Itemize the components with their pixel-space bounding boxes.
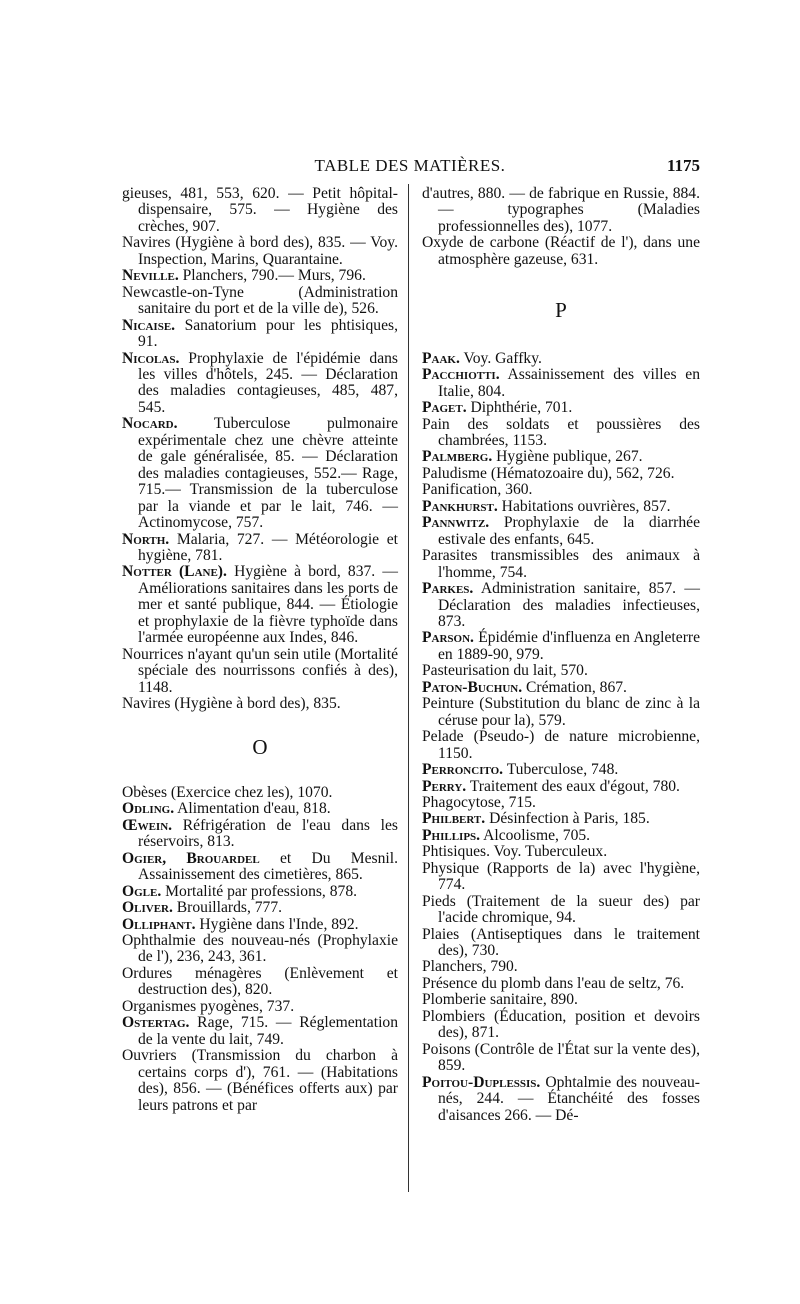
entry-text: Présence du plomb dans l'eau de seltz, 76. [422,974,685,992]
index-entry [122,999,398,1015]
entry-text: Désinfection à Paris, 185. [485,810,650,828]
section-letter-o: O [252,734,268,759]
entry-text: Phagocytose, 715. [422,793,536,811]
index-entry [122,351,398,417]
entry-text: Épidémie d'influenza en Angleterre en 1889-90, 979. [438,629,700,663]
index-entry [122,235,398,268]
entry-author: Parkes. [422,580,474,598]
entry-author: Perroncito. [422,761,504,779]
index-entry [122,318,398,351]
entry-text: Plaies (Antiseptiques dans le traitement des), 730. [422,925,700,960]
entry-text: Paludisme (Hématozoaire du), 562, 726. [422,464,675,482]
index-entry [422,1075,700,1124]
entry-text: Crémation, 867. [522,678,627,696]
entry-list [422,351,700,1124]
entry-text: Oxyde de carbone (Réactif de l'), dans une atmosphère gazeuse, 631. [422,234,700,268]
entry-author: Paget. [422,399,467,417]
entry-text: Organismes pyogènes, 737. [122,997,295,1015]
index-entry [122,186,398,235]
index-entry [122,647,398,696]
index-entry [422,663,700,679]
entry-text: Planchers, 790.— Murs, 796. [178,267,366,285]
entry-text: Ordures ménagères (Enlèvement et destruction des), 820. [122,964,398,999]
page-number: 1175 [666,156,700,175]
page-header [120,156,700,180]
index-entry [422,630,700,663]
index-entry [422,235,700,268]
entry-text: d'autres, 880. — de fabrique en Russie, 884. — typographes (Maladies professionnelles des), 1077. [422,185,700,235]
index-entry [422,186,700,235]
entry-text: Nourrices n'ayant qu'un sein utile (Mortalité spéciale des nourrissons confiés à des), 1148. [122,645,398,696]
entry-text: Malaria, 727. — Météorologie et hygiène, 781. [138,530,398,564]
section-letter-p: P [555,298,567,323]
index-entry [422,466,700,482]
entry-text: Assainissement des villes en Italie, 804. [438,366,700,400]
index-entry [422,417,700,450]
entry-text: Plomberie sanitaire, 890. [422,991,578,1009]
entry-text: Newcastle-on-Tyne (Administration sanitaire du port et de la ville de), 526. [122,283,398,318]
entry-text: Prophylaxie de l'épidémie dans les villes d'hôtels, 245. — Déclaration des maladies contagieuses, 485, 487, 545. [138,349,398,416]
entry-author: Phillips. [422,826,481,844]
entry-text: Pelade (Pseudo-) de nature microbienne, 1150. [422,728,700,762]
index-entry [422,680,700,696]
index-entry [122,785,398,801]
entry-text: Réfrigération de l'eau dans les réservoirs, 813. [138,816,398,851]
index-entry [122,268,398,284]
entry-text: Poisons (Contrôle de l'État sur la vente des), 859. [422,1040,700,1075]
index-entry [422,959,700,975]
entry-text: Sanatorium pour les phtisiques, 91. [138,316,398,351]
entry-author: Pannwitz. [422,514,490,532]
index-entry [122,818,398,851]
left-column [122,186,398,1114]
index-entry [422,400,700,416]
entry-author: Nicaise. [122,316,176,334]
entry-author: Poitou-Duplessis. [422,1073,541,1091]
entry-author: Parson. [422,629,474,647]
entry-author: Œwein. [122,816,173,834]
index-entry [422,762,700,778]
index-entry [422,861,700,894]
entry-text: Tuberculose pulmonaire expérimentale chez une chèvre atteinte de gale généralisée, 85. — Déclaration des maladies contagieuses, 552.— Rage, 715.— Transmission de la tuberculose par la viande et par le lait, 746. — Actinomycose, 757. [138,415,398,532]
index-entry [122,696,398,712]
index-entry [122,564,398,646]
entry-text: et Du Mesnil. Assainissement des cimetières, 865. [138,849,398,884]
index-entry [122,1048,398,1114]
index-entry [122,966,398,999]
index-entry [122,900,398,916]
entry-author: Perry. [422,777,467,795]
entry-author: Oliver. [122,899,173,917]
entry-text: gieuses, 481, 553, 620. — Petit hôpital-dispensaire, 575. — Hygiène des crèches, 907. [122,185,398,235]
entry-text: Peinture (Substitution du blanc de zinc à la céruse pour la), 579. [422,695,700,729]
entry-author: Ostertag. [122,1014,190,1032]
index-entry [122,801,398,817]
entry-author: Philbert. [422,810,486,828]
page-title: TABLE DES MATIÈRES. [314,156,506,175]
entry-text: Phtisiques. Voy. Tuberculeux. [422,843,608,861]
entry-author: Nicolas. [122,349,180,367]
index-entry [422,482,700,498]
entry-text: Planchers, 790. [422,958,518,976]
entry-text: Plombiers (Éducation, position et devoirs des), 871. [422,1007,700,1042]
entry-text: Panification, 360. [422,481,533,499]
entry-text: Parasites transmissibles des animaux à l'homme, 754. [422,547,700,581]
index-entry [122,532,398,565]
entry-text: Mortalité par professions, 878. [161,882,358,900]
entry-text: Diphthérie, 701. [466,399,573,417]
entry-text: Administration sanitaire, 857. — Déclaration des maladies infectieuses, 873. [438,580,700,630]
entry-author: Pankhurst. [422,497,498,515]
entry-author: Odling. [122,800,175,818]
entry-text: Pain des soldats et poussières des chambrées, 1153. [422,415,700,449]
entry-author: Olliphant. [122,915,196,933]
entry-text: Hygiène à bord, 837. — Améliorations sanitaires dans les ports de mer et santé publique, 844. — Étiologie et prophylaxie de la fièvre typhoïde dans l'armée européenne aux Indes, 846. [138,563,398,647]
entry-text: Obèses (Exercice chez les), 1070. [122,783,333,801]
index-entry [122,1015,398,1048]
index-entry [422,449,700,465]
entry-text: Pieds (Traitement de la sueur des) par l'acide chromique, 94. [422,892,700,927]
entry-author: Nocard. [122,415,178,433]
index-entry [422,927,700,960]
entry-text: Pasteurisation du lait, 570. [422,662,588,680]
entry-author: Ogle. [122,882,162,900]
entry-author: Palmberg. [422,448,493,466]
entry-text: Voy. Gaffky. [459,349,542,367]
entry-author: Pacchiotti. [422,366,500,384]
entry-author: Neville. [122,267,179,285]
index-entry [422,828,700,844]
index-entry [122,851,398,884]
index-entry [422,548,700,581]
entry-author: North. [122,530,170,548]
index-entry [422,1042,700,1075]
index-entry [422,779,700,795]
entry-text: Ophtalmie des nouveau-nés, 244. — Étanchéité des fosses d'aisances 266. — Dé- [438,1073,700,1124]
index-entry [422,976,700,992]
entry-list [422,186,700,268]
index-entry [422,795,700,811]
entry-text: Brouillards, 777. [172,899,283,917]
index-entry [122,917,398,933]
entry-text: Navires (Hygiène à bord des), 835. [122,695,341,713]
index-entry [122,933,398,966]
index-entry [422,499,700,515]
index-entry [422,581,700,630]
index-entry [422,367,700,400]
index-entry [422,351,700,367]
index-entry [122,884,398,900]
entry-text: Hygiène dans l'Inde, 892. [195,915,359,933]
index-entry [122,416,398,531]
entry-author: Paak. [422,349,460,367]
entry-author: Paton-Buchun. [422,678,523,696]
entry-text: Navires (Hygiène à bord des), 835. — Voy. Inspection, Marins, Quarantaine. [122,234,398,268]
column-divider [408,184,409,1192]
entry-text: Rage, 715. — Réglementation de la vente du lait, 749. [138,1014,398,1048]
entry-text: Prophylaxie de la diarrhée estivale des enfants, 645. [438,514,700,548]
entry-text: Alcoolisme, 705. [480,826,591,844]
entry-text: Physique (Rapports de la) avec l'hygiène, 774. [422,859,700,894]
index-entry [422,1009,700,1042]
entry-text: Tuberculose, 748. [503,761,619,779]
index-entry [422,729,700,762]
entry-text: Ouvriers (Transmission du charbon à certains corps d'), 761. — (Habitations des), 856. — (Bénéfices offerts aux) par leurs patrons et par [122,1047,398,1114]
index-entry [422,696,700,729]
entry-list [122,785,398,1114]
index-entry [422,811,700,827]
entry-list [122,186,398,713]
entry-text: Alimentation d'eau, 818. [174,800,331,818]
index-entry [422,992,700,1008]
index-entry [422,894,700,927]
entry-text: Ophthalmie des nouveau-nés (Prophylaxie de l'), 236, 243, 361. [122,932,398,966]
entry-text: Habitations ouvrières, 857. [497,497,671,515]
entry-text: Traitement des eaux d'égout, 780. [466,777,680,795]
right-column [422,186,700,1124]
index-entry [422,844,700,860]
entry-author: Ogier, Brouardel [122,849,260,867]
index-entry [422,515,700,548]
entry-author: Notter (Lane). [122,563,227,581]
index-entry [122,285,398,318]
entry-text: Hygiène publique, 267. [492,448,643,466]
